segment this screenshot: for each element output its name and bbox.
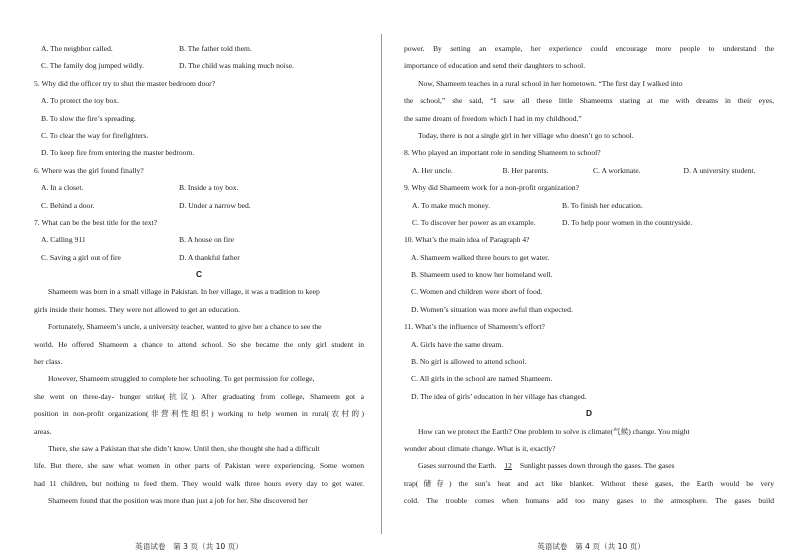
option-row [404, 214, 774, 231]
paragraph-line: However, Shameem struggled to complete her schooling. To get permission for college, [48, 374, 315, 384]
option-text: B. Her parents. [502, 165, 549, 175]
question-text: 7. What can be the best title for the text? [34, 217, 158, 227]
paragraph-line: trap(储存) the sun’s heat and act like blanket. Without these gases, the Earth would be very [404, 478, 774, 488]
option-text: D. To help poor women in the countryside. [562, 217, 693, 227]
exam-page-3 [0, 0, 378, 560]
option-row [34, 40, 364, 57]
section-heading: C [195, 269, 203, 280]
option-row [404, 197, 774, 214]
paragraph-line: the school,” she said, “I saw all these little Shameems staring at me with dreams in their eyes, [404, 96, 774, 106]
question-text: 5. Why did the officer try to shut the master bedroom door? [34, 78, 216, 88]
question-text: 11. What’s the influence of Shameem’s effort? [404, 322, 545, 332]
option-text: D. The child was making much noise. [179, 61, 295, 71]
answer-blank: 12 [504, 461, 512, 471]
page-3-footer: 英语试卷 第 3 页（共 10 页） [135, 542, 243, 551]
question-text: 8. Who played an important role in sending Shameem to school? [404, 148, 601, 158]
option-text: B. The father told them. [179, 44, 252, 53]
paragraph-line: Fortunately, Shameem’s uncle, a university teacher, wanted to give her a chance to see the [48, 322, 322, 332]
option-text: B. To finish her education. [562, 200, 643, 210]
paragraph-line: position in non-profit organization(非营利性组织) working to help women in rural(农村的) [34, 409, 364, 419]
option-text: D. A university student. [683, 165, 756, 175]
paragraph-line: girls inside their homes. They were not allowed to get an education. [34, 304, 240, 314]
question-text: 10. What’s the main idea of Paragraph 4? [404, 235, 530, 245]
paragraph-line: power. By setting an example, her experience could encourage more people to understand the [404, 44, 774, 53]
paragraph-line: Today, there is not a single girl in her village who doesn’t go to school. [418, 130, 634, 140]
option-text: D. The idea of girls’ education in her village has changed. [411, 391, 587, 401]
exam-page-4 [388, 0, 794, 560]
option-text: D. To keep fire from entering the master bedroom. [41, 148, 195, 158]
paragraph-line: There, she saw a Pakistan that she didn’t know. Until then, she thought she had a difficult [48, 443, 320, 453]
paragraph-line: wonder about climate change. What is it, exactly? [404, 443, 556, 453]
page-4-footer: 英语试卷 第 4 页（共 10 页） [537, 542, 645, 551]
paragraph-line: had 11 children, but nothing to feed them. They would walk three hours every day to get water. [34, 478, 364, 488]
paragraph-line: the same dream of freedom which I had in my childhood.” [404, 113, 582, 123]
option-row [34, 231, 364, 248]
option-text: C. Saving a girl out of fire [41, 252, 121, 262]
paragraph-line: importance of education and send their daughters to school. [404, 61, 586, 71]
paragraph-line: world. He offered Shameem a chance to attend school. So she became the only girl student in [34, 339, 364, 349]
option-text: C. Behind a door. [41, 200, 95, 210]
option-text: C. All girls in the school are named Shameem. [411, 374, 553, 384]
paragraph-line: Shameem was born in a small village in Pakistan. In her village, it was a tradition to keep [48, 287, 320, 297]
option-text: B. No girl is allowed to attend school. [411, 357, 527, 367]
paragraph-line: How can we protect the Earth? One problem to solve is climate(气候) change. You might [418, 426, 690, 436]
paragraph-line: she went on three-day- hunger strike(抗议). After graduating from college, Shameem got a [34, 391, 364, 401]
page-divider [381, 34, 382, 534]
option-text: C. A workmate. [593, 165, 641, 175]
paragraph-text: Sunlight passes down through the gases. The gases [519, 461, 675, 471]
option-text: A. In a closet. [41, 183, 84, 193]
option-row [34, 249, 364, 266]
option-text: B. A house on fire [179, 235, 235, 245]
option-text: A. Girls have the same dream. [411, 339, 504, 349]
option-text: A. Her uncle. [412, 165, 453, 175]
option-text: A. To protect the toy box. [41, 96, 119, 106]
option-row [34, 57, 364, 74]
option-text: C. Women and children were short of food. [411, 287, 543, 297]
option-text: D. A thankful father [179, 252, 240, 262]
option-text: D. Women’s situation was more awful than expected. [411, 304, 573, 314]
option-text: A. To make much money. [412, 200, 491, 210]
option-text: A. Shameem walked three hours to get water. [411, 252, 550, 262]
option-text: C. To discover her power as an example. [412, 217, 536, 227]
option-text: C. The family dog jumped wildly. [41, 61, 144, 71]
option-text: A. Calling 911 [41, 235, 86, 245]
page-3-content [34, 40, 364, 510]
option-text: C. To clear the way for firefighters. [41, 130, 149, 140]
question-text: 6. Where was the girl found finally? [34, 165, 144, 175]
option-text: B. Inside a toy box. [179, 183, 239, 193]
paragraph-text: Gases surround the Earth. [418, 461, 497, 471]
paragraph-line: her class. [34, 357, 63, 367]
paragraph-line [404, 457, 774, 474]
option-text: B. Shameem used to know her homeland well. [411, 270, 553, 280]
section-heading: D [585, 408, 593, 419]
paragraph-line: Now, Shameem teaches in a rural school in her hometown. “The first day I walked into [418, 78, 683, 88]
option-text: B. To slow the fire’s spreading. [41, 113, 136, 123]
option-row [404, 162, 774, 179]
option-row [34, 197, 364, 214]
question-text: 9. Why did Shameem work for a non-profit organization? [404, 183, 579, 193]
option-row [34, 179, 364, 196]
paragraph-line: life. But there, she saw what women in other parts of Pakistan were experiencing. Some women [34, 461, 364, 471]
paragraph-line: Shameem found that the position was more than just a job for her. She discovered her [48, 496, 308, 506]
paragraph-line: cold. The trouble comes when humans add too many gases to the atmosphere. The gases build [404, 496, 774, 506]
option-text: D. Under a narrow bed. [179, 200, 251, 210]
page-4-content [404, 40, 774, 510]
paragraph-line: areas. [34, 426, 52, 436]
option-text: A. The neighbor called. [41, 44, 113, 53]
